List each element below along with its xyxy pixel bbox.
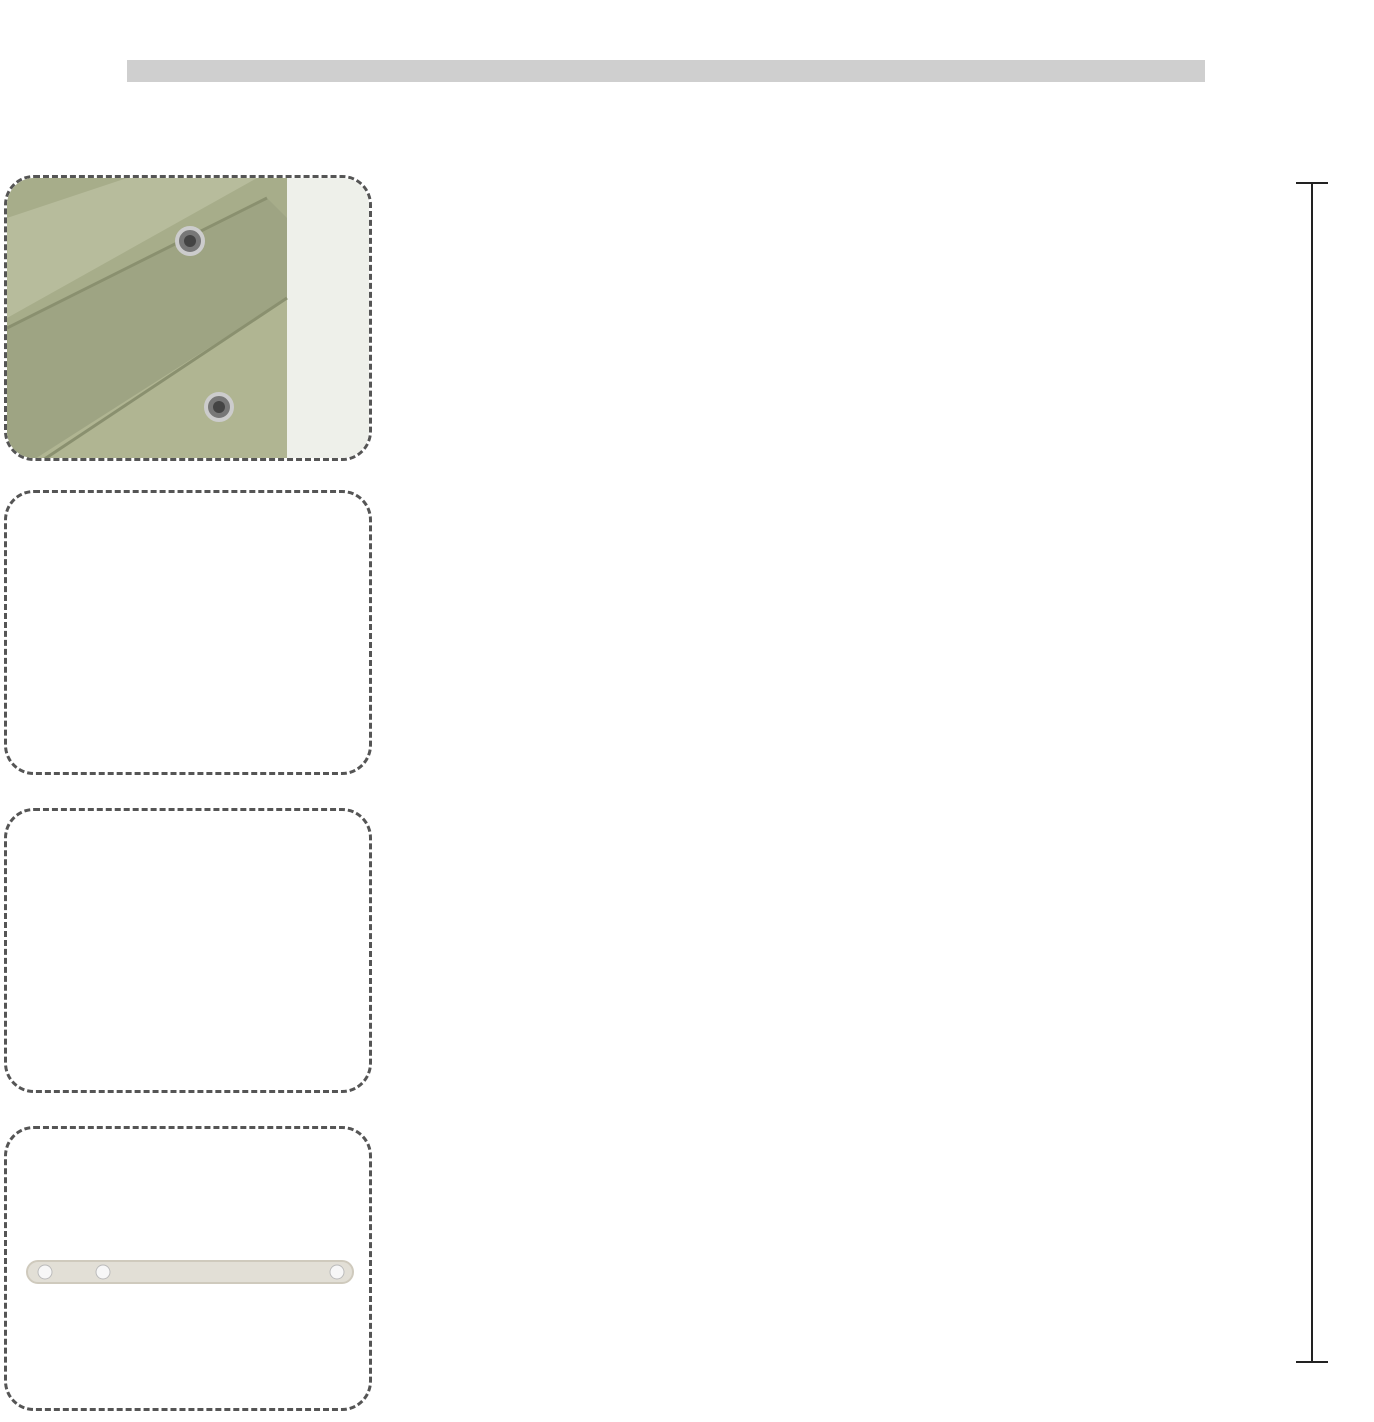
plates-image-box (4, 808, 372, 1093)
grommet-fabric-image (7, 178, 372, 461)
grommet-image-box (4, 175, 372, 461)
tieback-image (7, 1129, 372, 1411)
tieback-image-box (4, 1126, 372, 1411)
hooks-image-box (4, 490, 372, 775)
ball-hooks-image (7, 493, 372, 775)
metal-plates-image (7, 811, 372, 1093)
title-underline-bar (127, 60, 1205, 82)
